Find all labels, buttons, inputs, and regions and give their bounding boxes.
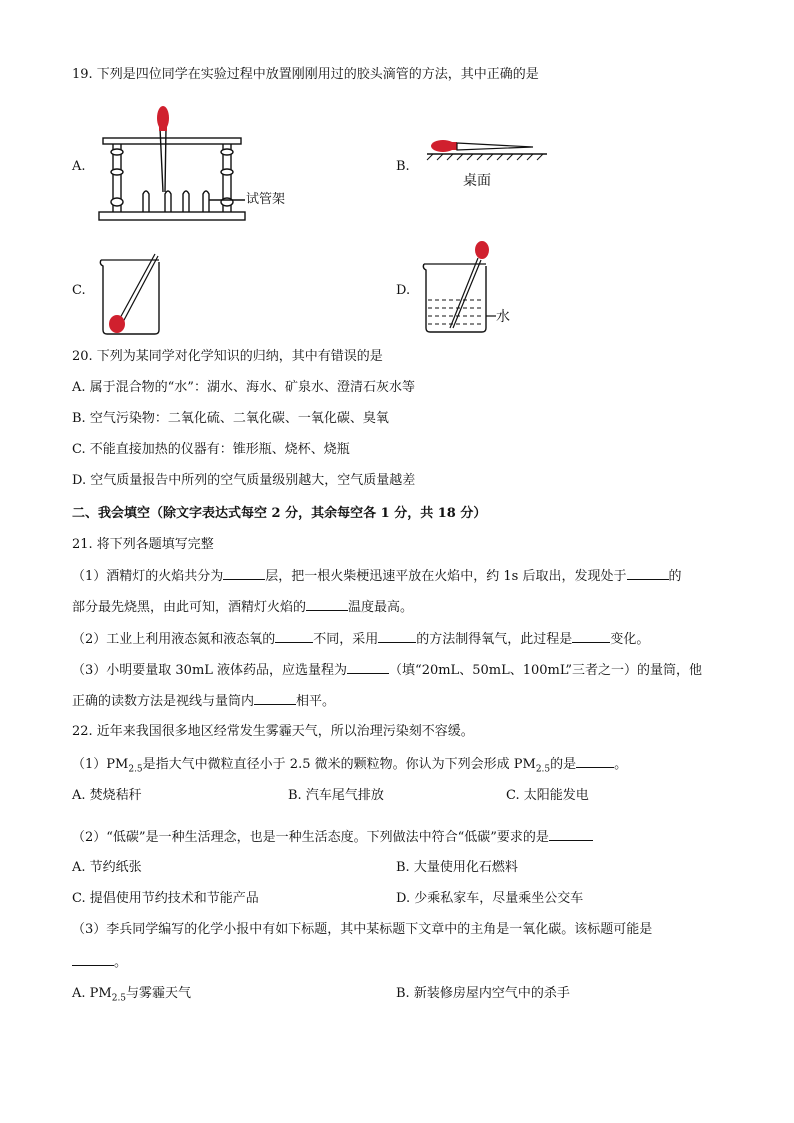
- q21-part3-line2: 正确的读数方法是视线与量筒内 相平。: [72, 694, 336, 709]
- q19-option-c-label: C.: [72, 283, 86, 298]
- figure-beaker-dropper: [95, 246, 175, 338]
- q22-part3-answer-line: 。: [72, 953, 127, 972]
- answer-blank[interactable]: [378, 630, 416, 643]
- q22-part3-option-b: B. 新装修房屋内空气中的杀手: [396, 986, 570, 1001]
- q22-stem: 22. 近年来我国很多地区经常发生雾霾天气，所以治理污染刻不容缓。: [72, 724, 474, 739]
- answer-blank[interactable]: [549, 828, 593, 841]
- q19-option-b-label: B.: [396, 159, 410, 174]
- q22-part2-option-d: D. 少乘私家车，尽量乘坐公交车: [396, 891, 584, 906]
- q20-option-d: D. 空气质量报告中所列的空气质量级别越大，空气质量越差: [72, 473, 416, 488]
- q20-option-a: A. 属于混合物的“水”：湖水、海水、矿泉水、澄清石灰水等: [72, 380, 415, 395]
- q20-option-b: B. 空气污染物：二氧化硫、二氧化碳、一氧化碳、臭氧: [72, 411, 389, 426]
- q22-part1: $(1)PM_{2.5}$是指大气中微粒直径小于 2.5 微米的颗粒物。你认为下列会形成 $PM_{2.5}$的是 。: [72, 757, 628, 775]
- q20-stem: 20. 下列为某同学对化学知识的归纳，其中有错误的是: [72, 349, 383, 364]
- answer-blank[interactable]: [72, 953, 114, 966]
- q21-part3-line1: （3）小明要量取 30mL 液体药品，应选量程为 （填“20mL、50mL、100mL”三者之一）的量筒，他: [72, 663, 702, 678]
- q22-part1-option-c: C. 太阳能发电: [506, 788, 589, 803]
- label-test-tube-rack: 试管架: [246, 192, 286, 207]
- label-water: 水: [496, 309, 510, 325]
- q20-option-c: C. 不能直接加热的仪器有：锥形瓶、烧杯、烧瓶: [72, 442, 350, 457]
- q22-part3-stem: （3）李兵同学编写的化学小报中有如下标题，其中某标题下文章中的主角是一氧化碳。该标题可能是: [72, 922, 653, 937]
- q19-stem: 19. 下列是四位同学在实验过程中放置刚刚用过的胶头滴管的方法，其中正确的是: [72, 67, 539, 82]
- answer-blank[interactable]: [347, 661, 389, 674]
- q22-part2-option-c: C. 提倡使用节约技术和节能产品: [72, 891, 259, 906]
- answer-blank[interactable]: [306, 598, 348, 611]
- q22-part3-option-a: A. $PM_{2.5}$与雾霾天气: [72, 986, 192, 1004]
- answer-blank[interactable]: [254, 692, 296, 705]
- answer-blank[interactable]: [576, 755, 614, 768]
- answer-blank[interactable]: [627, 567, 669, 580]
- answer-blank[interactable]: [572, 630, 610, 643]
- answer-blank[interactable]: [223, 567, 265, 580]
- label-table: 桌面: [463, 173, 491, 189]
- q21-part2: （2）工业上利用液态氮和液态氧的 不同，采用 的方法制得氧气，此过程是 变化。: [72, 632, 650, 647]
- q22-part2-option-b: B. 大量使用化石燃料: [396, 860, 518, 875]
- q22-part2-stem: （2）“低碳”是一种生活理念，也是一种生活态度。下列做法中符合“低碳”要求的是: [72, 828, 593, 847]
- answer-blank[interactable]: [275, 630, 313, 643]
- section-heading: 二、我会填空（除文字表达式每空 2 分，其余每空各 1 分，共 18 分）: [72, 506, 487, 521]
- q22-part1-option-b: B. 汽车尾气排放: [288, 788, 384, 803]
- q19-option-a-label: A.: [72, 159, 86, 174]
- q19-option-d-label: D.: [396, 283, 411, 298]
- q21-stem: 21. 将下列各题填写完整: [72, 537, 214, 552]
- figure-dropper-on-table: [425, 132, 555, 172]
- q21-part1-line2: 部分最先烧黑，由此可知，酒精灯火焰的 温度最高。: [72, 600, 414, 615]
- figure-test-tube-rack: [95, 100, 295, 230]
- q22-part2-option-a: A. 节约纸张: [72, 860, 142, 875]
- q22-part1-option-a: A. 焚烧秸秆: [72, 788, 142, 803]
- q21-part1-line1: （1）酒精灯的火焰共分为 层，把一根火柴梗迅速平放在火焰中，约 1s 后取出，发现处于 的: [72, 569, 682, 584]
